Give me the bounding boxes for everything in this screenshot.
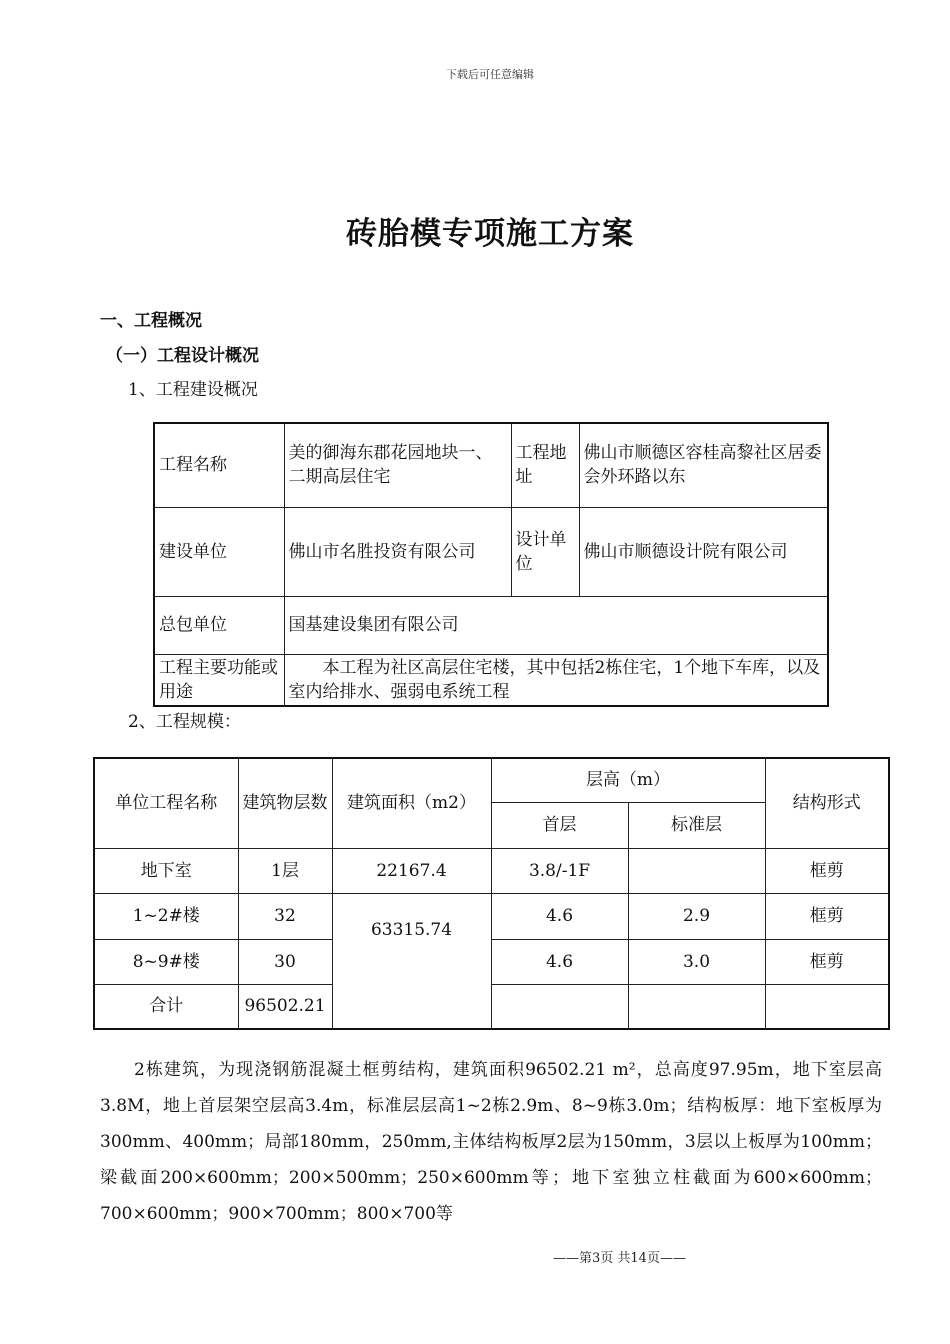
header-height: 层高（m） [491,758,765,802]
page-footer: ——第3页 共14页—— [553,1251,686,1266]
header-floors: 建筑物层数 [238,758,332,848]
value-designer: 佛山市顺德设计院有限公司 [579,507,828,596]
cell-first [491,984,628,1029]
cell-name: 1~2#楼 [94,893,238,939]
project-overview-table [153,422,829,707]
header-standard-floor: 标准层 [628,802,765,848]
label-contractor: 总包单位 [154,596,284,654]
subsection-heading: （一）工程设计概况 [106,346,259,366]
cell-structure: 框剪 [765,893,889,939]
document-title: 砖胎模专项施工方案 [346,216,634,252]
cell-first: 4.6 [491,939,628,984]
label-address: 工程地址 [511,423,579,507]
table-row [94,984,889,1029]
value-contractor: 国基建设集团有限公司 [284,596,828,654]
cell-area: 22167.4 [332,848,491,893]
label-builder: 建设单位 [154,507,284,596]
table-row [94,939,889,984]
cell-standard [628,984,765,1029]
label-function: 工程主要功能或用途 [154,654,284,706]
cell-name: 合计 [94,984,238,1029]
cell-structure: 框剪 [765,939,889,984]
cell-name: 地下室 [94,848,238,893]
cell-structure: 框剪 [765,848,889,893]
cell-name: 8~9#楼 [94,939,238,984]
value-project-name: 美的御海东郡花园地块一、二期高层住宅 [284,423,511,507]
label-designer: 设计单位 [511,507,579,596]
body-paragraph-text: 2栋建筑，为现浇钢筋混凝土框剪结构，建筑面积96502.21 m²，总高度97.95m，地下室层高3.8M，地上首层架空层高3.4m，标准层层高1~2栋2.9m、8~9栋3.0m；结构板厚：地下室板厚为300mm、400mm；局部180mm，250mm,主体结构板厚2层为150mm，3层以上板厚为100mm；梁截面200×600mm；200×500mm；250×600mm等；地下室独立柱截面为600×600mm；700×600mm；900×700mm；800×700等 [100,1060,882,1224]
cell-first: 3.8/-1F [491,848,628,893]
cell-floors: 1层 [238,848,332,893]
cell-floors: 96502.21 [238,984,332,1029]
header-unit-name: 单位工程名称 [94,758,238,848]
project-scale-table [93,757,890,1030]
header-first-floor: 首层 [491,802,628,848]
cell-floors: 30 [238,939,332,984]
cell-standard: 2.9 [628,893,765,939]
section-heading: 一、工程概况 [100,311,202,331]
label-project-name: 工程名称 [154,423,284,507]
header-area: 建筑面积（m2） [332,758,491,848]
item-heading-overview: 1、工程建设概况 [128,380,258,400]
body-paragraph [100,1052,882,1232]
cell-floors: 32 [238,893,332,939]
value-function: 本工程为社区高层住宅楼，其中包括2栋住宅，1个地下车库，以及室内给排水、强弱电系统工程 [284,654,828,706]
cell-first: 4.6 [491,893,628,939]
table-row [94,893,889,939]
value-builder: 佛山市名胜投资有限公司 [284,507,511,596]
header-note: 下载后可任意编辑 [446,68,534,81]
cell-area-merged: 63315.74 [332,893,491,1029]
cell-structure [765,984,889,1029]
value-address: 佛山市顺德区容桂高黎社区居委会外环路以东 [579,423,828,507]
item-heading-scale: 2、工程规模： [128,712,241,732]
header-structure: 结构形式 [765,758,889,848]
cell-standard: 3.0 [628,939,765,984]
table-row [94,848,889,893]
cell-standard [628,848,765,893]
